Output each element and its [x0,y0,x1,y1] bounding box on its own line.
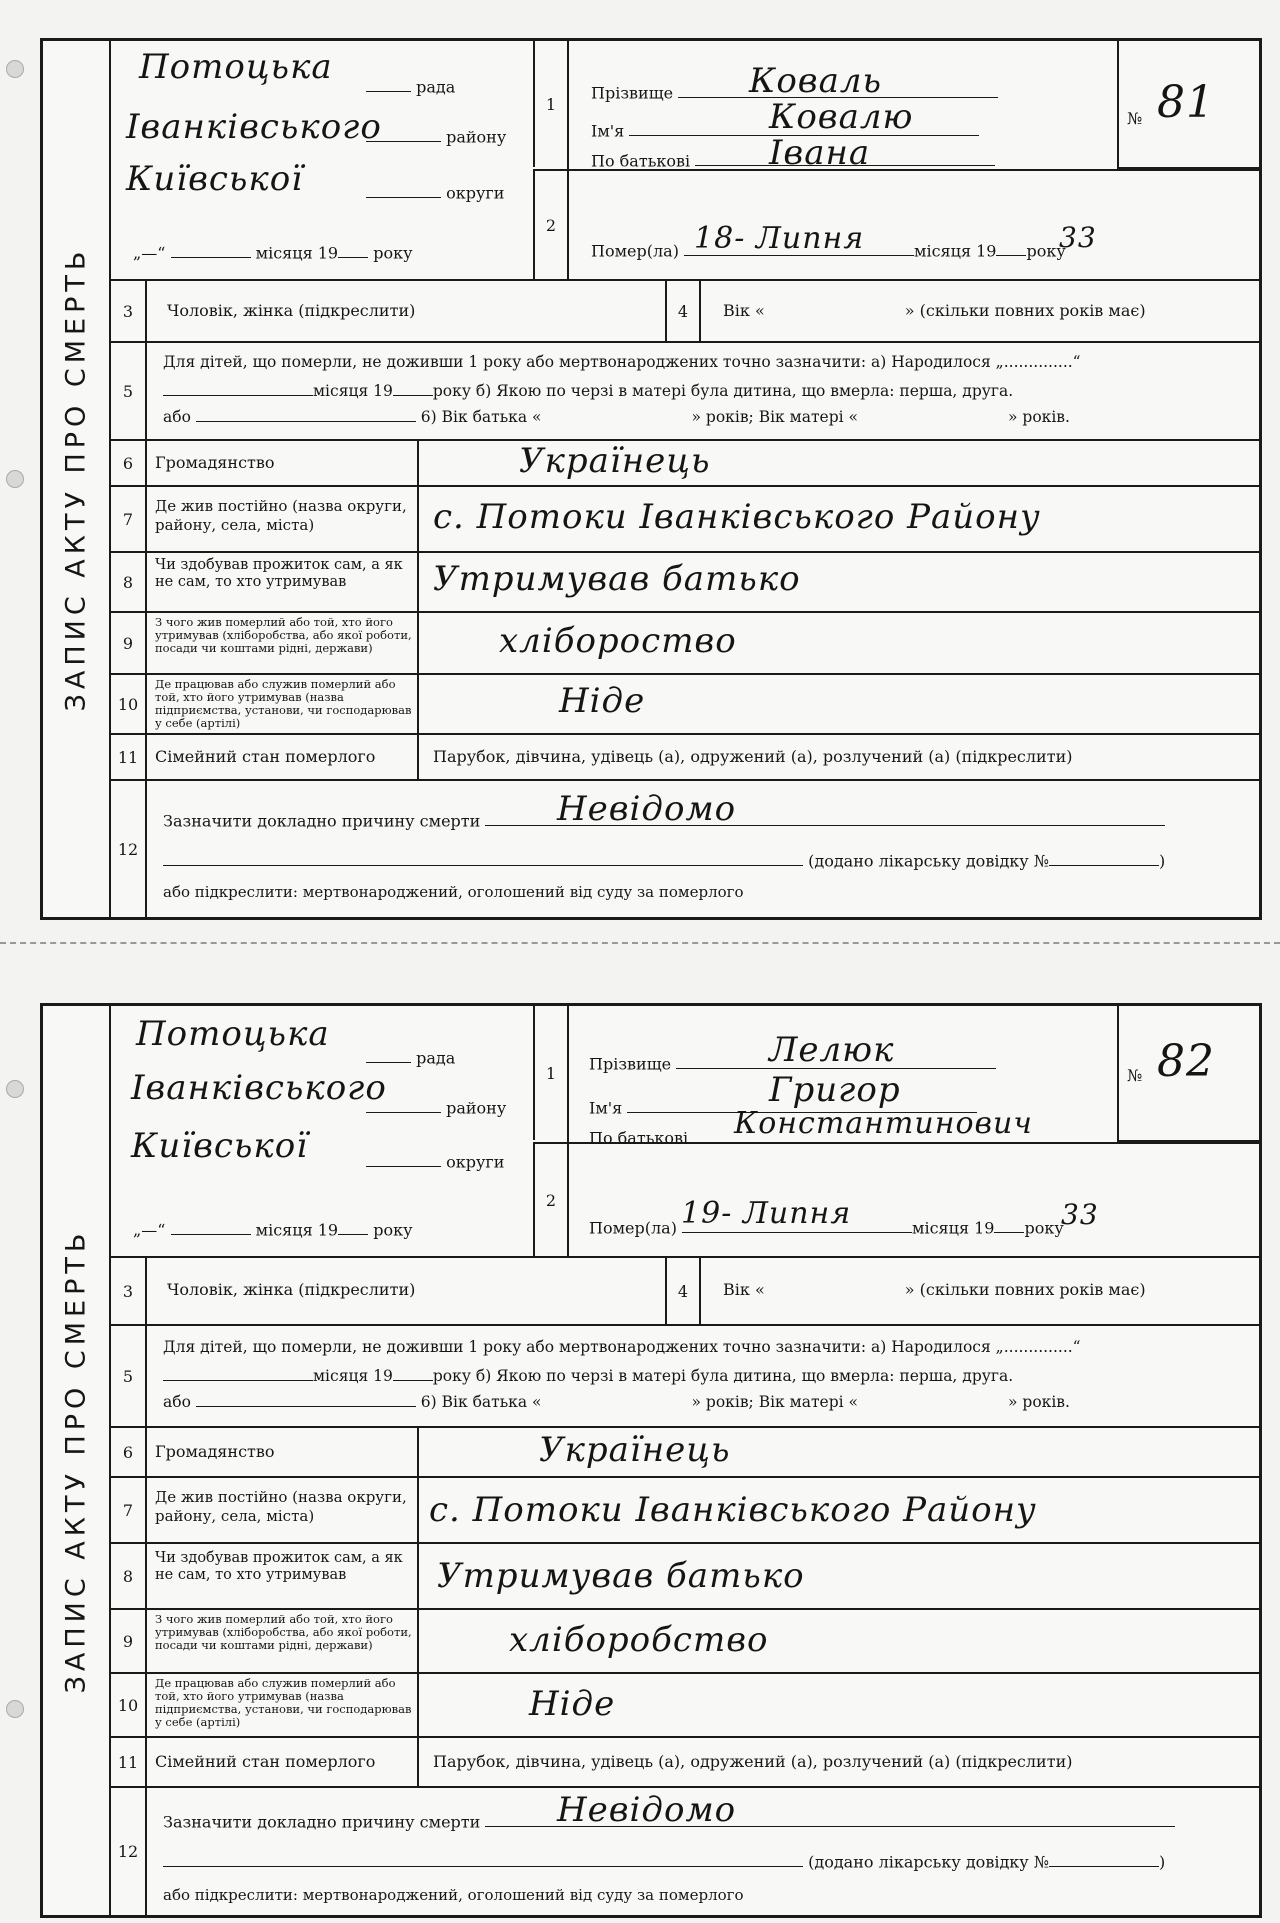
row-number-5: 5 [122,381,134,401]
label-age-b: » (скільки повних років має) [904,1280,1146,1299]
source-label-cell [145,1610,417,1672]
row-residence [111,1478,1259,1544]
binder-hole [6,1080,24,1098]
row-work [111,675,1259,735]
age-cell [699,1258,1259,1324]
row-sex-age [111,281,1259,343]
label-died-roku: року [1026,241,1066,261]
source-value-cell [417,1610,1259,1672]
label-no: № [1127,109,1143,128]
hw-source: хліборобство [509,1620,769,1660]
hw-council: Потоцька [136,1014,330,1054]
label-month: місяця 19 [255,1220,339,1240]
row-number-2: 2 [533,1142,567,1256]
row-number-7: 7 [122,1500,134,1520]
row-source [111,613,1259,675]
label-row5-mother: » років; Вік матері « [691,407,858,426]
label-work: Де працював або служив померлий або той, хто його утримував (назва підприємства, установи, чи господарював у себе (артілі) [155,1676,412,1729]
hw-citizenship: Українець [519,441,711,481]
hw-death-year: 33 [1059,221,1097,254]
person-cell [567,1006,1259,1256]
side-title [43,41,111,917]
number-box [1117,1006,1259,1142]
label-marital: Сімейний стан померлого [155,1752,376,1771]
record-rows [111,1006,1259,1915]
row-number-4: 4 [665,1258,699,1324]
row-livelihood [111,1544,1259,1610]
label-underline: або підкреслити: мертвонароджений, оголошений від суду за померлого [163,883,744,901]
row-number-9: 9 [122,1631,134,1651]
hw-cause: Невідомо [557,1790,737,1830]
row-residence [111,487,1259,553]
hw-cause: Невідомо [557,789,737,829]
label-underline: або підкреслити: мертвонароджений, оголошений від суду за померлого [163,1886,744,1904]
label-source: З чого жив померлий або той, хто його утримував (хліборобства, або якої роботи, посади чи коштами рідні, держави) [155,1612,412,1652]
hw-okruga: Київської [131,1126,309,1166]
side-title-text: ЗАПИС АКТУ ПРО СМЕРТЬ [60,246,92,712]
binder-hole [6,470,24,488]
location-cell [111,41,533,279]
marital-label-cell [145,1738,417,1786]
label-row5-month: місяця 19 [313,1366,393,1385]
label-died-roku: року [1024,1218,1064,1238]
label-died-month: місяця 19 [912,1218,995,1238]
livelihood-value-cell [417,553,1259,611]
label-cause: Зазначити докладно причину смерти [163,1812,481,1832]
person-cell [567,41,1259,279]
label-roku: року [373,1220,413,1240]
age-cell [699,281,1259,341]
label-row5-years: » років. [1008,1392,1070,1411]
citizenship-value-cell [417,441,1259,485]
label-livelihood: Чи здобував прожиток сам, а як не сам, то хто утримував [155,1550,403,1583]
hw-record-number: 81 [1157,77,1215,128]
row-number-3: 3 [122,301,134,321]
record-rows [111,41,1259,917]
label-livelihood: Чи здобував прожиток сам, а як не сам, то хто утримував [155,557,403,590]
label-residence: Де жив постійно (назва округи, району, села, міста) [155,497,407,534]
label-row5-mother: » років; Вік матері « [691,1392,858,1411]
marital-label-cell [145,735,417,779]
label-row5-father: 6) Вік батька « [420,407,542,426]
label-sex: Чоловік, жінка (підкреслити) [167,1280,416,1299]
row-citizenship [111,441,1259,487]
label-surname: Прізвище [591,83,674,103]
label-marital-options: Парубок, дівчина, удівець (а), одружений (а), розлучений (а) (підкреслити) [433,1752,1073,1771]
row-work [111,1674,1259,1738]
row-source [111,1610,1259,1674]
hw-livelihood: Утримував батько [437,1556,805,1596]
label-age-b: » (скільки повних років має) [904,301,1146,320]
label-citizenship: Громадянство [155,453,275,472]
label-row5-line2: року б) Якою по черзі в матері була дитина, що вмерла: перша, друга. [432,381,1014,400]
label-sex: Чоловік, жінка (підкреслити) [167,301,416,320]
label-roku: року [373,243,413,263]
location-cell [111,1006,533,1256]
row-number-12: 12 [117,839,139,859]
label-rada: рада [416,77,456,97]
row-number-8: 8 [122,1566,134,1586]
label-patronymic: По батькові [591,151,691,171]
livelihood-label-cell [145,553,417,611]
hw-district: Іванківського [131,1068,387,1108]
label-marital-options: Парубок, дівчина, удівець (а), одружений (а), розлучений (а) (підкреслити) [433,747,1073,766]
hw-surname: Коваль [749,61,883,101]
row-marital [111,735,1259,781]
row-number-10: 10 [117,1695,139,1715]
hw-patronymic: Івана [769,133,871,173]
row-children [111,1326,1259,1428]
number-box [1117,41,1259,169]
hw-council: Потоцька [139,47,333,87]
label-row5-abo: або [163,407,191,426]
residence-value-cell [417,487,1259,551]
row-number-9: 9 [122,633,134,653]
hw-okruga: Київської [126,159,304,199]
label-row5-abo: або [163,1392,191,1411]
label-no: № [1127,1066,1143,1085]
work-label-cell [145,675,417,733]
row-number-1: 1 [533,41,567,167]
hw-source: хлібороство [499,621,737,661]
hw-residence: с. Потоки Іванківського Району [429,1490,1037,1530]
row-number-8: 8 [122,572,134,592]
side-title-text: ЗАПИС АКТУ ПРО СМЕРТЬ [60,1228,92,1693]
label-doctor: (додано лікарську довідку № [808,851,1049,871]
label-age-a: Вік « [723,301,765,320]
hw-record-number: 82 [1157,1036,1215,1087]
row-number-2: 2 [533,169,567,279]
label-surname: Прізвище [589,1054,672,1074]
label-doctor: (додано лікарську довідку № [808,1852,1049,1872]
label-source: З чого жив померлий або той, хто його утримував (хліборобства, або якої роботи, посади чи коштами рідні, держави) [155,615,412,655]
livelihood-value-cell [417,1544,1259,1608]
label-okrugy: округи [446,1152,505,1172]
hw-name: Григор [769,1070,901,1110]
label-day: „—“ [133,243,166,263]
label-row5-line2: року б) Якою по черзі в матері була дитина, що вмерла: перша, друга. [432,1366,1014,1385]
label-rayonu: району [446,127,507,147]
label-cause: Зазначити докладно причину смерти [163,811,481,831]
label-died-month: місяця 19 [914,241,997,261]
hw-death-year: 33 [1061,1198,1099,1231]
children-cell [145,343,1259,439]
row-number-10: 10 [117,694,139,714]
hw-work: Ніде [559,681,646,721]
label-day: „—“ [133,1220,166,1240]
hw-surname: Лелюк [769,1030,895,1070]
header-block [111,1006,1259,1258]
citizenship-value-cell [417,1428,1259,1476]
side-title [43,1006,111,1915]
hw-district: Іванківського [126,107,382,147]
row-number-6: 6 [122,1442,134,1462]
hw-patronymic: Константинович [734,1106,1033,1141]
cause-cell: Зазначити докладно причину смерти Невідомо (додано лікарську довідку № ) або підкреслити: мертвонароджений, оголошений від суду за померлого [145,781,1259,917]
label-name: Ім'я [589,1098,623,1118]
label-row5-line1: Для дітей, що померли, не доживши 1 року або мертвонароджених точно зазначити: а) Народилося „..............“ [163,1338,1081,1356]
work-value-cell [417,1674,1259,1736]
binder-hole [6,60,24,78]
marital-value-cell [417,735,1259,779]
label-name: Ім'я [591,121,625,141]
source-value-cell [417,613,1259,673]
residence-label-cell [145,1478,417,1542]
residence-label-cell [145,487,417,551]
row-number-5: 5 [122,1366,134,1386]
marital-value-cell [417,1738,1259,1786]
row-number-6: 6 [122,453,134,473]
row-number-3: 3 [122,1281,134,1301]
label-okrugy: округи [446,183,505,203]
work-value-cell [417,675,1259,733]
row-cause [111,1788,1259,1915]
cause-cell: Зазначити докладно причину смерти Невідомо (додано лікарську довідку № ) або підкреслити: мертвонароджений, оголошений від суду за померлого [145,1788,1259,1915]
row-livelihood [111,553,1259,613]
livelihood-label-cell [145,1544,417,1608]
row-number-11: 11 [117,1752,139,1772]
row-children [111,343,1259,441]
hw-livelihood: Утримував батько [433,559,801,599]
row-marital [111,1738,1259,1788]
fold-line [0,942,1280,944]
hw-work: Ніде [529,1684,616,1724]
citizenship-label-cell [145,441,417,485]
hw-name: Ковалю [769,97,914,137]
death-record-81 [40,38,1262,920]
death-record-82 [40,1003,1262,1918]
label-marital: Сімейний стан померлого [155,747,376,766]
row-cause [111,781,1259,917]
sex-cell [145,281,665,341]
binder-hole [6,1700,24,1718]
row-number-11: 11 [117,747,139,767]
row-number-12: 12 [117,1842,139,1861]
hw-death-date: 18- Липня [694,221,865,256]
row-number-7: 7 [122,509,134,529]
label-residence: Де жив постійно (назва округи, району, села, міста) [155,1488,407,1525]
label-row5-line1: Для дітей, що померли, не доживши 1 року або мертвонароджених точно зазначити: а) Народилося „..............“ [163,353,1081,371]
label-row5-years: » років. [1008,407,1070,426]
residence-value-cell [417,1478,1259,1542]
label-rayonu: району [446,1098,507,1118]
label-citizenship: Громадянство [155,1442,275,1461]
hw-citizenship: Українець [539,1430,731,1470]
source-label-cell [145,613,417,673]
label-row5-father: 6) Вік батька « [420,1392,542,1411]
label-died: Помер(ла) [589,1218,677,1238]
label-month: місяця 19 [255,243,339,263]
row-number-1: 1 [533,1006,567,1140]
label-row5-month: місяця 19 [313,381,393,400]
hw-residence: с. Потоки Іванківського Району [433,497,1041,537]
row-number-4: 4 [665,281,699,341]
label-patronymic: По батькові [589,1128,689,1148]
label-age-a: Вік « [723,1280,765,1299]
row-citizenship [111,1428,1259,1478]
citizenship-label-cell [145,1428,417,1476]
row-sex-age [111,1258,1259,1326]
label-died: Помер(ла) [591,241,679,261]
hw-death-date: 19- Липня [681,1196,852,1231]
sex-cell [145,1258,665,1324]
work-label-cell [145,1674,417,1736]
children-cell [145,1326,1259,1426]
label-work: Де працював або служив померлий або той, хто його утримував (назва підприємства, установи, чи господарював у себе (артілі) [155,677,412,730]
label-rada: рада [416,1048,456,1068]
header-block [111,41,1259,281]
